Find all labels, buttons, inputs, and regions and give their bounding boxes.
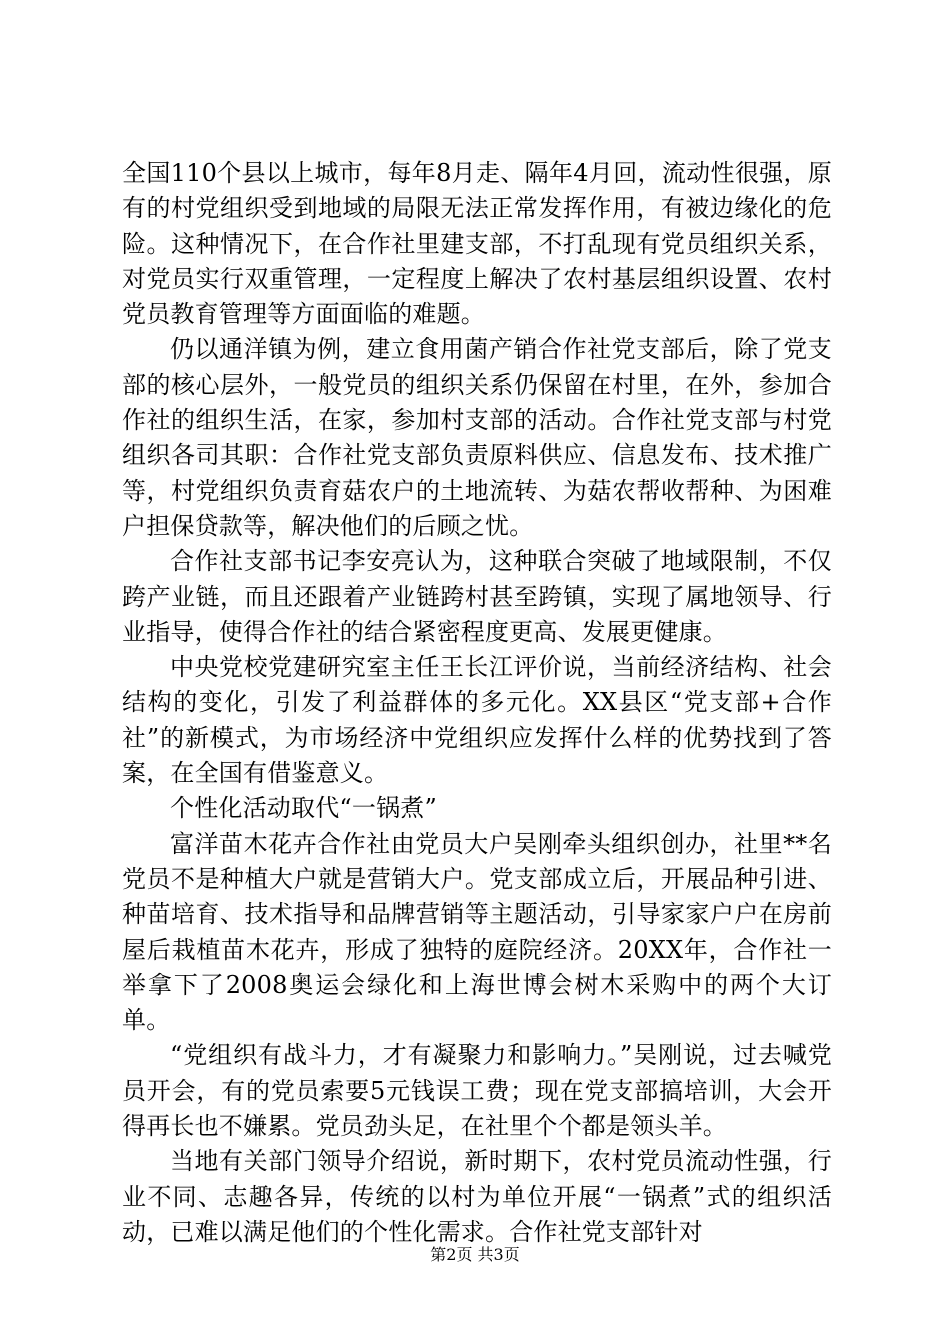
- paragraph-3: 合作社支部书记李安亮认为，这种联合突破了地域限制，不仅跨产业链，而且还跟着产业链跨村甚至跨镇，实现了属地领导、行业指导，使得合作社的结合紧密程度更高、发展更健康。: [122, 547, 832, 646]
- page-footer: [0, 1245, 950, 1265]
- paragraph-5: 富洋苗木花卉合作社由党员大户吴刚牵头组织创办，社里**名党员不是种植大户就是营销大户。党支部成立后，开展品种引进、种苗培育、技术指导和品牌营销等主题活动，引导家家户户在房前屋后栽植苗木花卉，形成了独特的庭院经济。20XX年，合作社一举拿下了2008奥运会绿化和上海世博会树木采购中的两个大订单。: [122, 829, 832, 1035]
- paragraph-6: “党组织有战斗力，才有凝聚力和影响力。”吴刚说，过去喊党员开会，有的党员索要5元钱误工费；现在党支部搞培训，大会开得再长也不嫌累。党员劲头足，在社里个个都是领头羊。: [122, 1041, 832, 1141]
- section-heading: 个性化活动取代“一锅煮”: [170, 794, 437, 823]
- paragraph-7: 当地有关部门领导介绍说，新时期下，农村党员流动性强，行业不同、志趣各异，传统的以村为单位开展“一锅煮”式的组织活动，已难以满足他们的个性化需求。合作社党支部针对: [122, 1147, 832, 1246]
- paragraph-4: 中央党校党建研究室主任王长江评价说，当前经济结构、社会结构的变化，引发了利益群体的多元化。XX县区“党支部+合作社”的新模式，为市场经济中党组织应发挥什么样的优势找到了答案，在全国有借鉴意义。: [122, 653, 832, 788]
- paragraph-2: 仍以通洋镇为例，建立食用菌产销合作社党支部后，除了党支部的核心层外，一般党员的组织关系仍保留在村里，在外，参加合作社的组织生活，在家，参加村支部的活动。合作社党支部与村党组织各司其职：合作社党支部负责原料供应、信息发布、技术推广等，村党组织负责育菇农户的土地流转、为菇农帮收帮种、为困难户担保贷款等，解决他们的后顾之忧。: [122, 335, 832, 540]
- document-body: [122, 156, 832, 1250]
- page-number-label: 第2页 共3页: [430, 1245, 520, 1264]
- paragraph-1: 全国110个县以上城市，每年8月走、隔年4月回，流动性很强，原有的村党组织受到地域的局限无法正常发挥作用，有被边缘化的危险。这种情况下，在合作社里建支部，不打乱现有党员组织关系，对党员实行双重管理，一定程度上解决了农村基层组织设置、农村党员教育管理等方面面临的难题。: [122, 159, 832, 329]
